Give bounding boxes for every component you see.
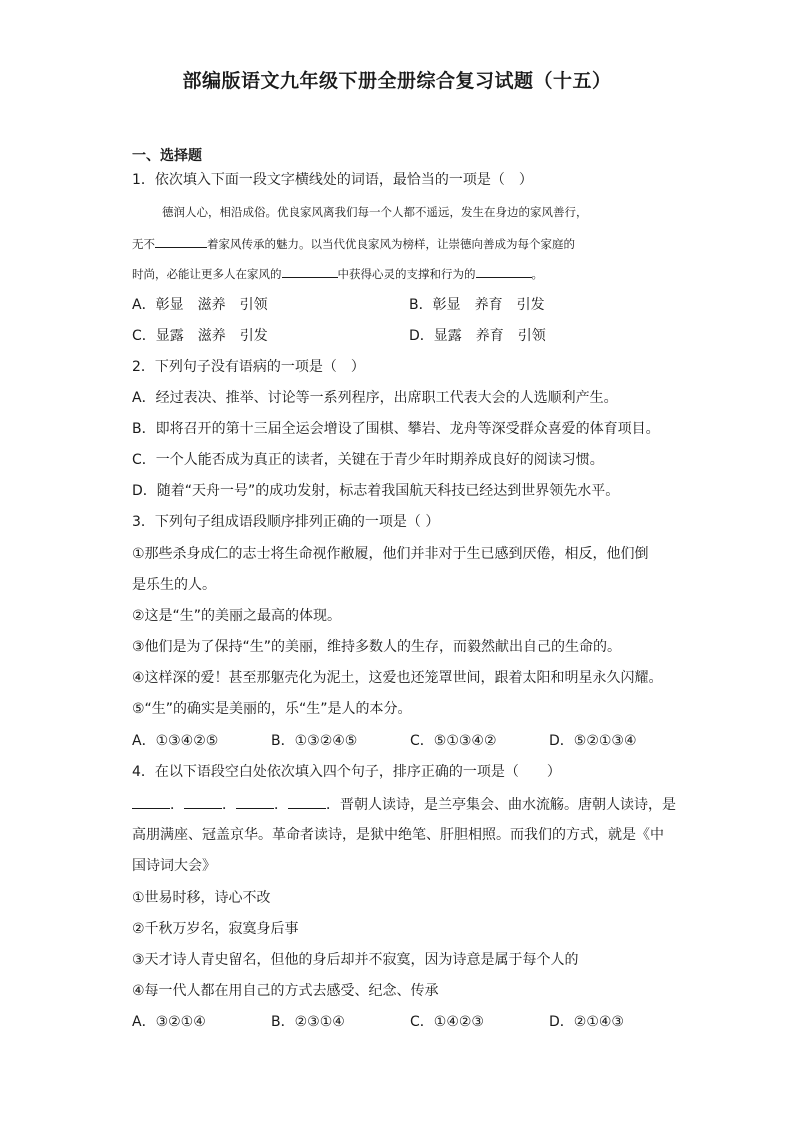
page-title: 部编版语文九年级下册全册综合复习试题（十五） <box>182 70 612 92</box>
q3-sentence-2: ②这是“生”的美丽之最高的体现。 <box>132 608 342 624</box>
blank-1 <box>132 794 170 809</box>
q4-passage-line-1: ． ． ． ．晋朝人读诗，是兰亭集会、曲水流觞。唐朝人读诗，是 <box>132 794 676 815</box>
q1-passage-line-3 <box>132 263 543 284</box>
q4-stem: 4．在以下语段空白处依次填入四个句子，排序正确的一项是（ ） <box>132 764 561 780</box>
q1-passage-text: 着家风传承的魅力。以当代优良家风为榜样，让崇德向善成为每个家庭的 <box>207 237 575 251</box>
q1-passage-line-1: 德润人心，相沿成俗。优良家风离我们每一个人都不遥远，发生在身边的家风善行， <box>162 205 588 219</box>
q1-passage-text: 。 <box>531 267 543 281</box>
q1-passage-text: 时尚，必能让更多人在家风的 <box>132 267 282 281</box>
q4-option-b: B．②③①④ <box>271 1014 345 1030</box>
q4-sentence-2: ②千秋万岁名，寂寞身后事 <box>132 921 299 937</box>
q3-sentence-3: ③他们是为了保持“生”的美丽，维持多数人的生存，而毅然献出自己的生命的。 <box>132 639 622 655</box>
q3-sentence-1: ①那些杀身成仁的志士将生命视作敝履，他们并非对于生已感到厌倦，相反，他们倒 <box>132 546 649 562</box>
q4-option-d: D．②①④③ <box>549 1014 624 1030</box>
q1-option-b: B．彰显 养育 引发 <box>409 297 545 313</box>
blank-2 <box>282 263 338 278</box>
q4-passage-text: ．晋朝人读诗，是兰亭集会、曲水流觞。唐朝人读诗，是 <box>326 797 676 813</box>
q4-sentence-3: ③天才诗人青史留名，但他的身后却并不寂寞，因为诗意是属于每个人的 <box>132 952 579 968</box>
blank-3 <box>476 263 532 278</box>
q4-sentence-4: ④每一代人都在用自己的方式去感受、纪念、传承 <box>132 983 439 999</box>
q3-option-b: B．①③②④⑤ <box>271 733 358 749</box>
q1-passage-text: 无不 <box>132 237 155 251</box>
q3-option-c: C．⑤①③④② <box>410 733 497 749</box>
q3-option-a: A．①③④②⑤ <box>132 733 219 749</box>
q2-stem: 2．下列句子没有语病的一项是（ ） <box>132 359 365 375</box>
q3-sentence-4: ④这样深的爱！甚至那躯壳化为泥土，这爱也还笼罩世间，跟着太阳和明星永久闪耀。 <box>132 670 663 686</box>
q4-sentence-1: ①世易时移，诗心不改 <box>132 890 271 906</box>
q2-option-b: B．即将召开的第十三届全运会增设了围棋、攀岩、龙舟等深受群众喜爱的体育项目。 <box>132 421 660 437</box>
q2-option-d: D．随着“天舟一号”的成功发射，标志着我国航天科技已经达到世界领先水平。 <box>132 483 620 499</box>
q3-option-d: D．⑤②①③④ <box>549 733 637 749</box>
blank-3 <box>236 794 274 809</box>
q4-passage-line-3: 国诗词大会》 <box>132 858 216 874</box>
q2-option-c: C．一个人能否成为真正的读者，关键在于青少年时期养成良好的阅读习惯。 <box>132 452 604 468</box>
q3-sentence-1-cont: 是乐生的人。 <box>132 577 216 593</box>
q1-passage-text: 中获得心灵的支撑和行为的 <box>337 267 476 281</box>
q1-passage-line-2 <box>132 233 575 254</box>
q4-passage-line-2: 高朋满座、冠盖京华。革命者读诗，是狱中绝笔、肝胆相照。而我们的方式，就是《中 <box>132 827 664 843</box>
q3-stem: 3．下列句子组成语段顺序排列正确的一项是（ ） <box>132 514 440 530</box>
q1-stem: 1．依次填入下面一段文字横线处的词语，最恰当的一项是（ ） <box>132 172 533 188</box>
blank-2 <box>184 794 222 809</box>
section-heading: 一、选择题 <box>132 148 202 164</box>
q1-option-a: A．彰显 滋养 引领 <box>132 297 268 313</box>
blank-4 <box>288 794 326 809</box>
q4-option-a: A．③②①④ <box>132 1014 206 1030</box>
q1-option-d: D．显露 养育 引领 <box>409 328 546 344</box>
q4-option-c: C．①④②③ <box>410 1014 484 1030</box>
q1-option-c: C．显露 滋养 引发 <box>132 328 268 344</box>
q2-option-a: A．经过表决、推举、讨论等一系列程序，出席职工代表大会的人选顺利产生。 <box>132 390 618 406</box>
q3-sentence-5: ⑤“生”的确实是美丽的，乐“生”是人的本分。 <box>132 701 412 717</box>
blank-1 <box>155 233 207 248</box>
